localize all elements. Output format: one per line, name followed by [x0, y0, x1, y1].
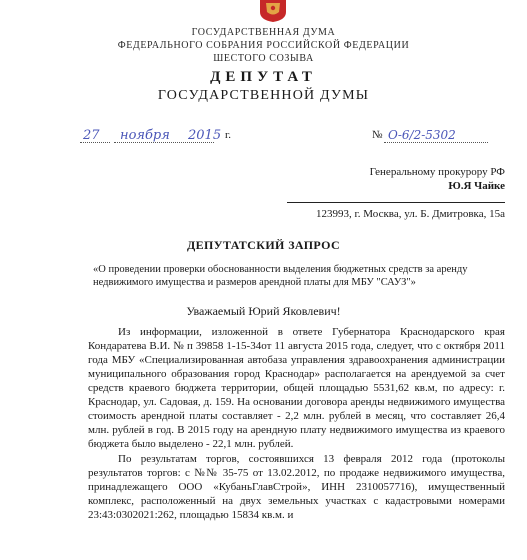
- body-paragraph-2: По результатам торгов, состоявшихся 13 февраля 2012 года (протоколы результатов торгов: с №№ 35-75 от 13.02.2012, по продаже недвижимого имущества, принадлежащего ООО «КубаньГлавСтрой», ИНН 2310057716), имущественный комплекс, расположенный на двух земельных участках с кадастровыми номерами 23:43:0302021:262, площадью 15834 кв.м. и: [88, 453, 505, 521]
- number-underline: [384, 142, 488, 143]
- addressee-separator: [287, 202, 505, 203]
- addressee-address: 123993, г. Москва, ул. Б. Дмитровка, 15а: [316, 208, 505, 220]
- header-title-deputy: ДЕПУТАТ: [210, 69, 317, 85]
- org-name-line2: ФЕДЕРАЛЬНОГО СОБРАНИЯ РОССИЙСКОЙ ФЕДЕРАЦИИ: [117, 40, 410, 51]
- date-line: [80, 127, 240, 143]
- coat-of-arms-emblem: [256, 0, 290, 22]
- greeting: Уважаемый Юрий Яковлевич!: [186, 304, 341, 318]
- date-suffix: г.: [225, 129, 232, 141]
- date-month: ноября: [120, 128, 170, 143]
- reference-number: [372, 127, 492, 143]
- header-title-duma: ГОСУДАРСТВЕННОЙ ДУМЫ: [157, 88, 370, 103]
- body-paragraph-1: Из информации, изложенной в ответе Губернатора Краснодарского края Кондаратева В.И. № п 39858 1-15-34от 11 августа 2015 года, следует, что с октября 2011 года МБУ «Специализированная автобаза управления здравоохранения администрации муниципального образования город Краснодар» располагается на арендуемой за счет средств краевого бюджета территории, общей площадью 5531,62 кв.м, по адресу: г. Краснодар, ул. Садовая, д. 159. На основании договора аренды недвижимого имущества стоимость арендной платы составляет - 2,2 млн. рублей в месяц, что составляет 26,4 млн. рублей в год. В 2015 году на арендную плату недвижимого имущества из краевого бюджета было выделено - 22,1 млн. рублей.: [88, 326, 505, 450]
- number-label: №: [372, 129, 383, 141]
- date-year: 2015: [188, 128, 222, 143]
- date-day: 27: [83, 128, 100, 143]
- document-title: ДЕПУТАТСКИЙ ЗАПРОС: [186, 238, 341, 252]
- number-value: О-6/2-5302: [388, 128, 456, 142]
- addressee-name: Ю.Я Чайке: [448, 180, 505, 192]
- document-subject: «О проведении проверки обоснованности выделения бюджетных средств за аренду недвижимого имущества и размеров арендной платы для МБУ "САУЗ"»: [93, 264, 468, 288]
- org-name-line1: ГОСУДАРСТВЕННАЯ ДУМА: [191, 27, 336, 38]
- org-name-line3: ШЕСТОГО СОЗЫВА: [213, 53, 314, 64]
- addressee-line1: Генеральному прокурору РФ: [369, 166, 505, 178]
